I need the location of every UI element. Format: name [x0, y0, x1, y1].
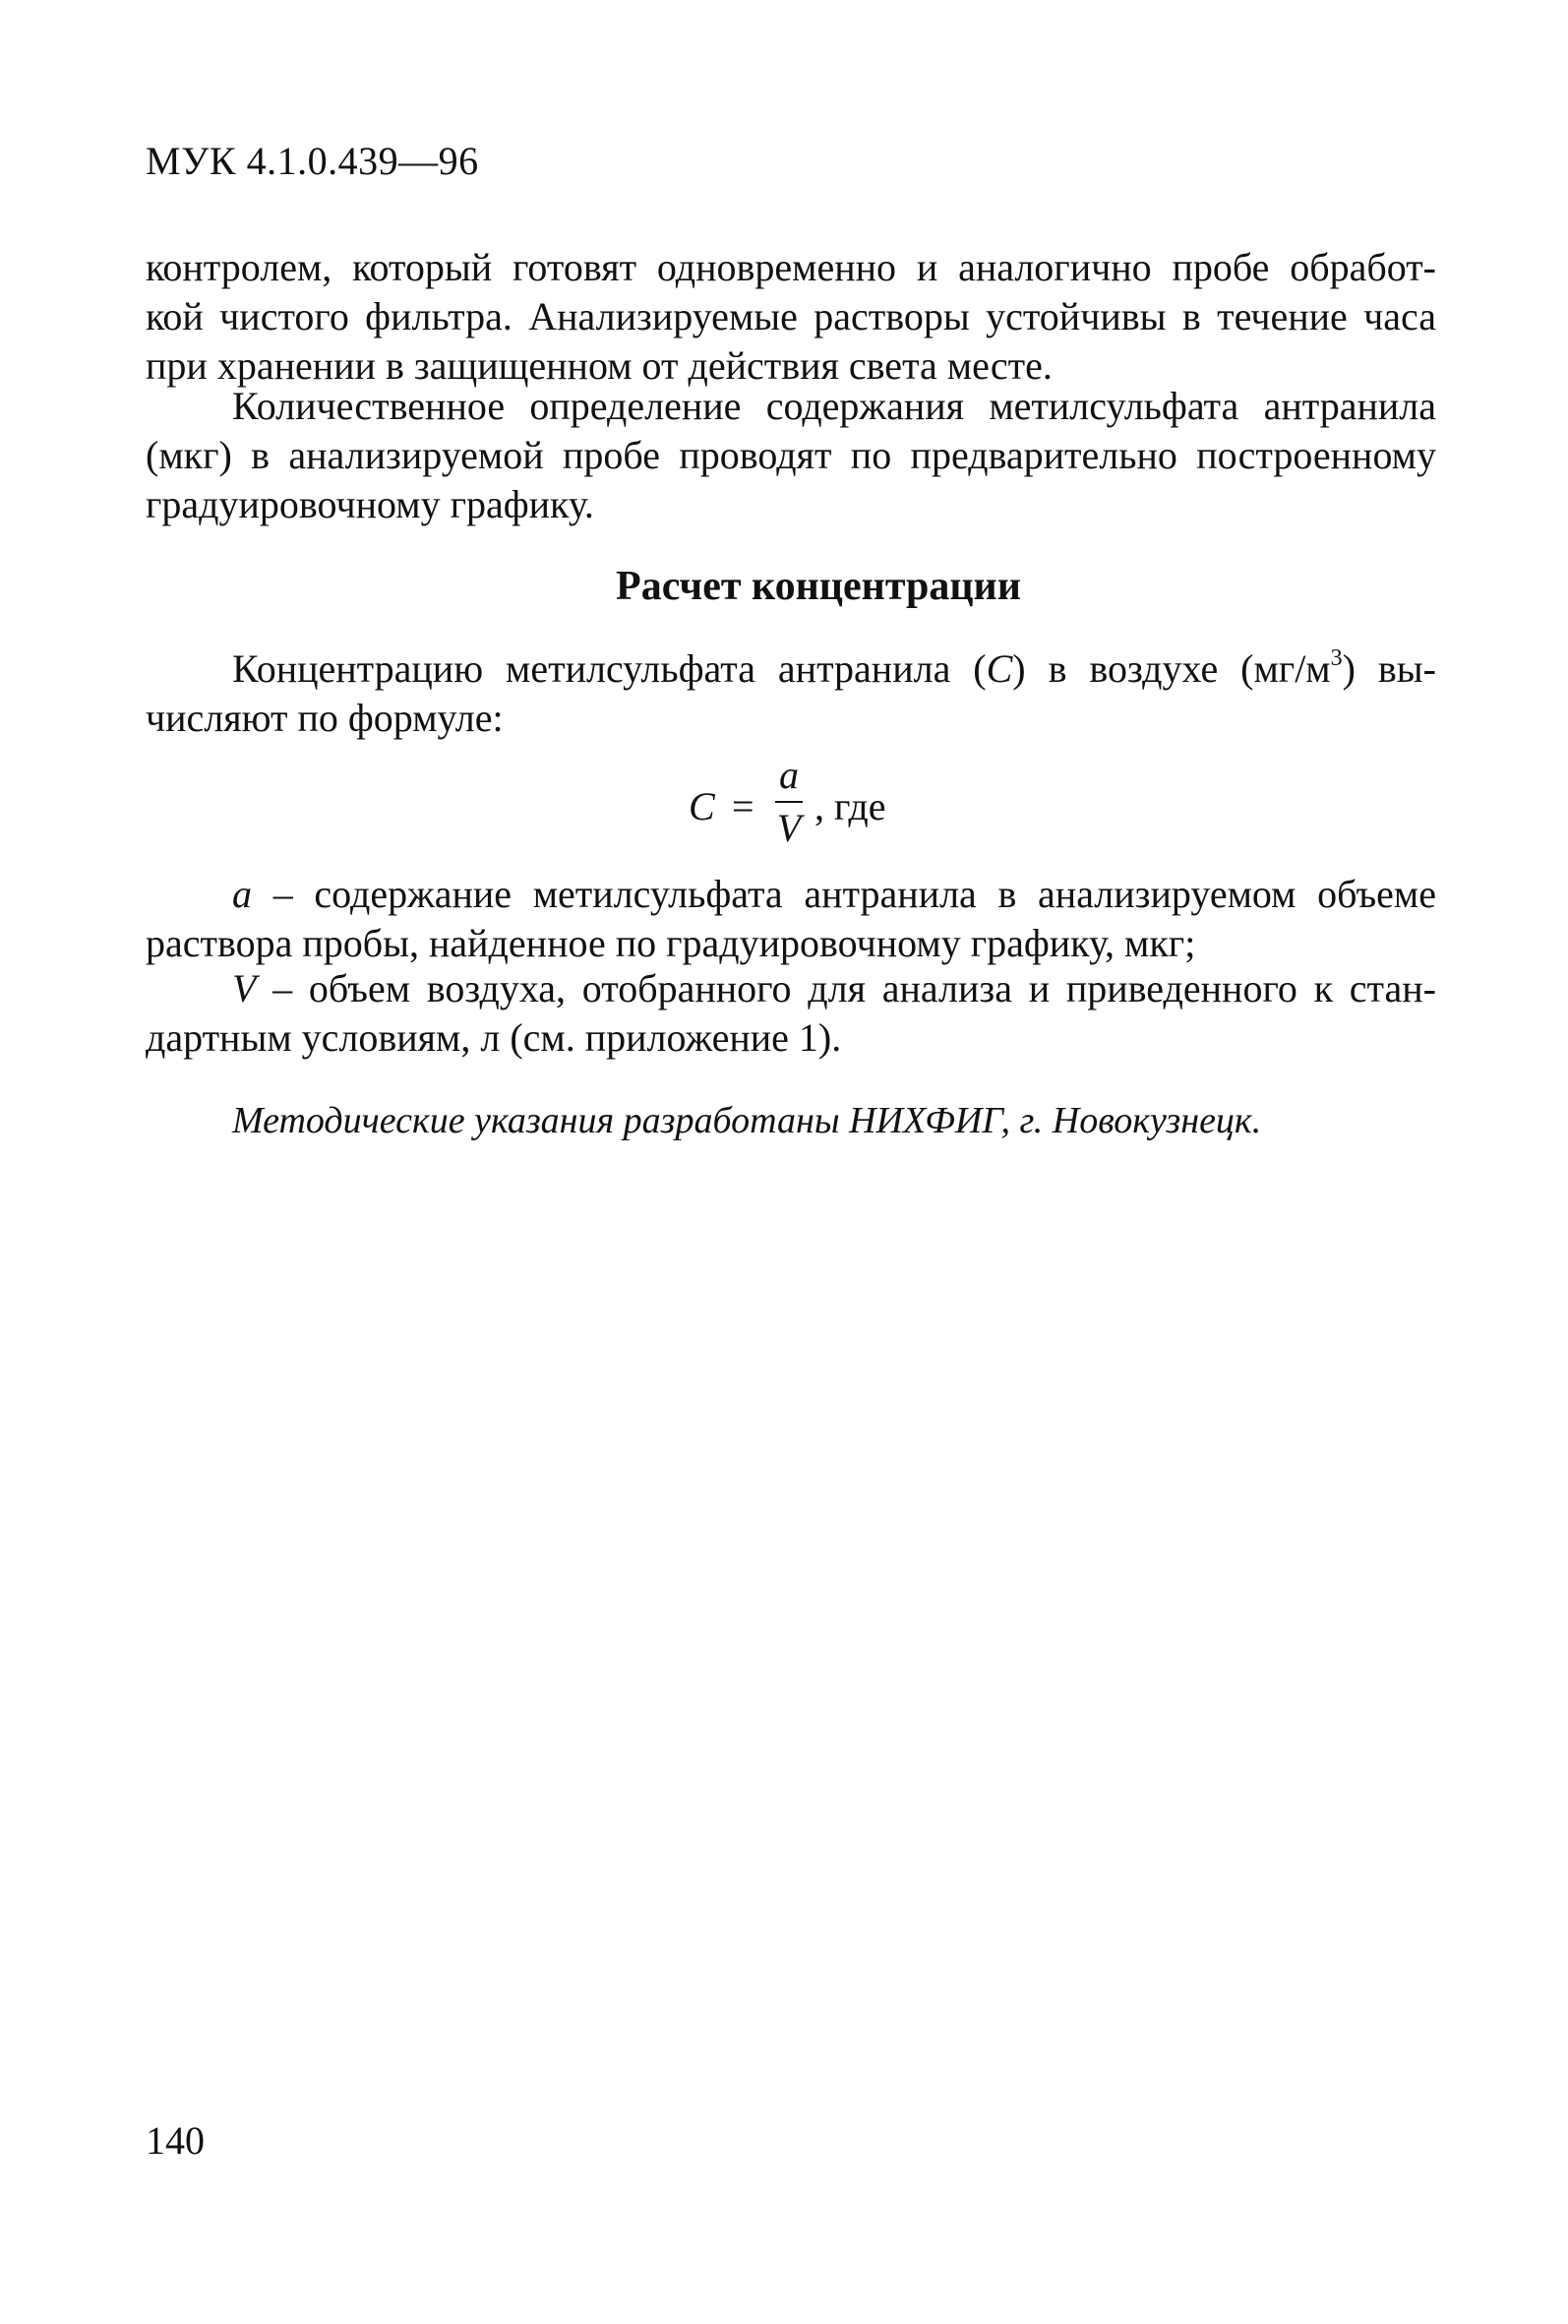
formula-lhs: С	[689, 784, 715, 828]
paragraph-line	[146, 644, 1436, 694]
concentration-formula	[689, 753, 944, 864]
superscript: 3	[1330, 645, 1343, 672]
page-number: 140	[146, 2118, 205, 2163]
paragraph-definition-v	[146, 964, 1436, 1063]
variable-a: а	[232, 872, 252, 916]
paragraph-line: Количественное определение содержания метилсульфата антранила	[232, 384, 1436, 428]
paragraph-line: раствора пробы, найденное по градуировочному графику, мкг;	[146, 921, 1196, 965]
variable-c: С	[986, 646, 1013, 691]
formula-fraction	[769, 753, 809, 850]
text-fragment: – содержание метилсульфата антранила в анализируемом объеме	[252, 872, 1436, 916]
text-fragment: ) в воздухе (мг/м	[1012, 646, 1331, 691]
paragraph-filter-control	[146, 243, 1436, 391]
text-fragment: ) вы-	[1342, 646, 1436, 691]
formula-numerator: a	[779, 753, 799, 797]
formula-denominator: V	[776, 806, 802, 850]
formula-tail: , где	[814, 784, 886, 828]
text-fragment: – объем воздуха, отобранного для анализа и приведенного к стан-	[256, 966, 1436, 1010]
section-title: Расчет концентрации	[616, 564, 1021, 609]
paragraph-line: числяют по формуле:	[146, 696, 504, 740]
paragraph-line: кой чистого фильтра. Анализируемые растворы устойчивы в течение часа	[146, 294, 1436, 338]
document-code-header: МУК 4.1.0.439—96	[146, 139, 479, 183]
formula-equals: =	[732, 784, 754, 828]
variable-v: V	[232, 966, 257, 1010]
paragraph-concentration-intro	[146, 644, 1436, 743]
paragraph-quantitative-determination	[146, 382, 1436, 529]
paragraph-line	[146, 870, 1436, 919]
paragraph-line: контролем, который готовят одновременно и аналогично пробе обработ-	[146, 245, 1436, 289]
paragraph-line: (мкг) в анализируемой пробе проводят по предварительно построенному	[146, 433, 1436, 477]
paragraph-definition-a	[146, 870, 1436, 968]
paragraph-line	[146, 964, 1436, 1013]
paragraph-line: дартным условиям, л (см. приложение 1).	[146, 1015, 842, 1060]
authorship-note: Методические указания разработаны НИХФИГ, г. Новокузнецк.	[232, 1100, 1262, 1141]
text-fragment: Концентрацию метилсульфата антранила (	[232, 646, 987, 691]
paragraph-line: при хранении в защищенном от действия света месте.	[146, 343, 1053, 388]
paragraph-line: градуировочному графику.	[146, 482, 594, 526]
fraction-bar	[775, 801, 803, 803]
